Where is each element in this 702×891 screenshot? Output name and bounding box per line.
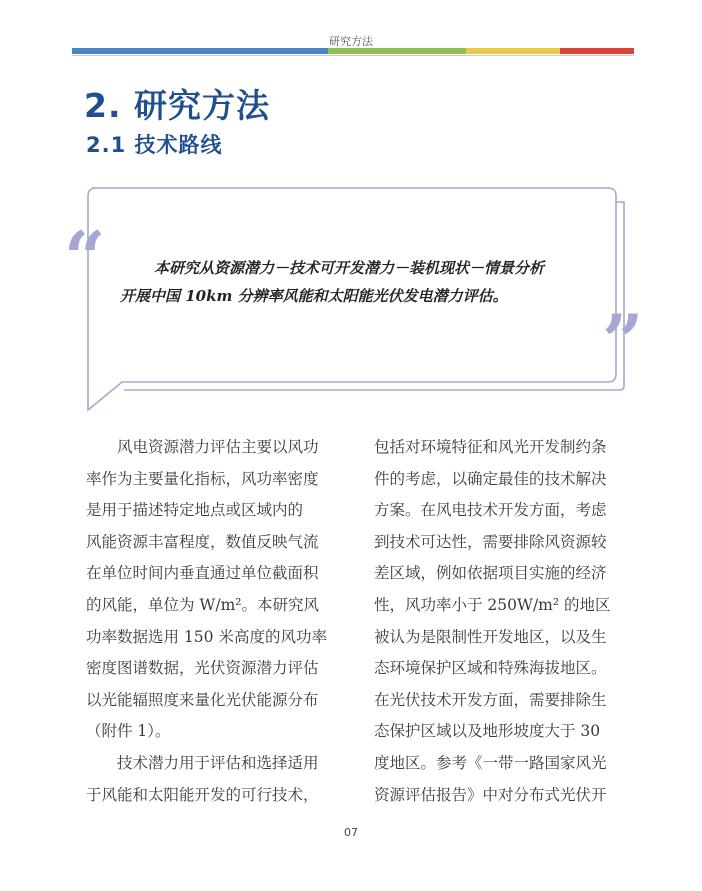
body-line: 风电资源潜力评估主要以风功 xyxy=(117,438,319,456)
body-column-right xyxy=(374,432,620,811)
chapter-title: 2. 研究方法 xyxy=(84,86,270,125)
body-line: 态环境保护区域和特殊海拔地区。 xyxy=(374,659,607,678)
header-rule xyxy=(72,55,634,56)
body-line: 方案。在风电技术开发方面，考虑 xyxy=(374,501,607,520)
open-quote-icon: “ xyxy=(64,215,106,300)
body-line: 功率数据选用 150 米高度的风功率 xyxy=(86,627,327,646)
body-line: 在单位时间内垂直通过单位截面积 xyxy=(86,564,319,583)
body-line: 率作为主要量化指标，风功率密度 xyxy=(86,469,319,488)
section-title: 2.1 技术路线 xyxy=(86,133,223,157)
body-line: 的风能，单位为 W/m²。本研究风 xyxy=(86,595,319,614)
body-line: 于风能和太阳能开发的可行技术， xyxy=(86,785,319,804)
body-line: 是用于描述特定地点或区域内的 xyxy=(86,501,304,520)
callout-text xyxy=(120,254,600,310)
body-column-left xyxy=(86,432,332,811)
page-number: 07 xyxy=(344,826,358,839)
body-line: 以光能辐照度来量化光伏能源分布 xyxy=(86,690,319,709)
body-line: 风能资源丰富程度，数值反映气流 xyxy=(86,532,319,551)
body-line: 包括对环境特征和风光开发制约条 xyxy=(374,438,607,456)
body-line: 密度图谱数据，光伏资源潜力评估 xyxy=(86,659,319,678)
header-bar-segment-green xyxy=(328,48,466,54)
body-line: 被认为是限制性开发地区，以及生 xyxy=(374,627,607,646)
body-line: 差区域，例如依据项目实施的经济 xyxy=(374,564,607,583)
body-line: 在光伏技术开发方面，需要排除生 xyxy=(374,690,607,709)
header-bar-segment-red xyxy=(560,48,634,54)
header-color-bar xyxy=(72,48,634,54)
body-line: 技术潜力用于评估和选择适用 xyxy=(117,753,319,772)
body-line: 件的考虑，以确定最佳的技术解决 xyxy=(374,469,607,488)
header-bar-segment-blue xyxy=(72,48,328,54)
body-line: 资源评估报告》中对分布式光伏开 xyxy=(374,785,607,804)
header-bar-segment-yellow xyxy=(466,48,560,54)
body-line: 度地区。参考《一带一路国家风光 xyxy=(374,753,607,772)
body-line: （附件 1）。 xyxy=(86,722,171,741)
body-line: 性，风功率小于 250W/m² 的地区 xyxy=(374,595,611,614)
callout-line: 开展中国 10km 分辨率风能和太阳能光伏发电潜力评估。 xyxy=(120,287,508,305)
running-header: 研究方法 xyxy=(329,35,373,48)
body-line: 态保护区域以及地形坡度大于 30 xyxy=(374,722,601,741)
body-line: 到技术可达性，需要排除风资源较 xyxy=(374,532,607,551)
callout-line: 本研究从资源潜力－技术可开发潜力－装机现状－情景分析 xyxy=(154,259,545,277)
close-quote-icon: ” xyxy=(602,298,644,383)
